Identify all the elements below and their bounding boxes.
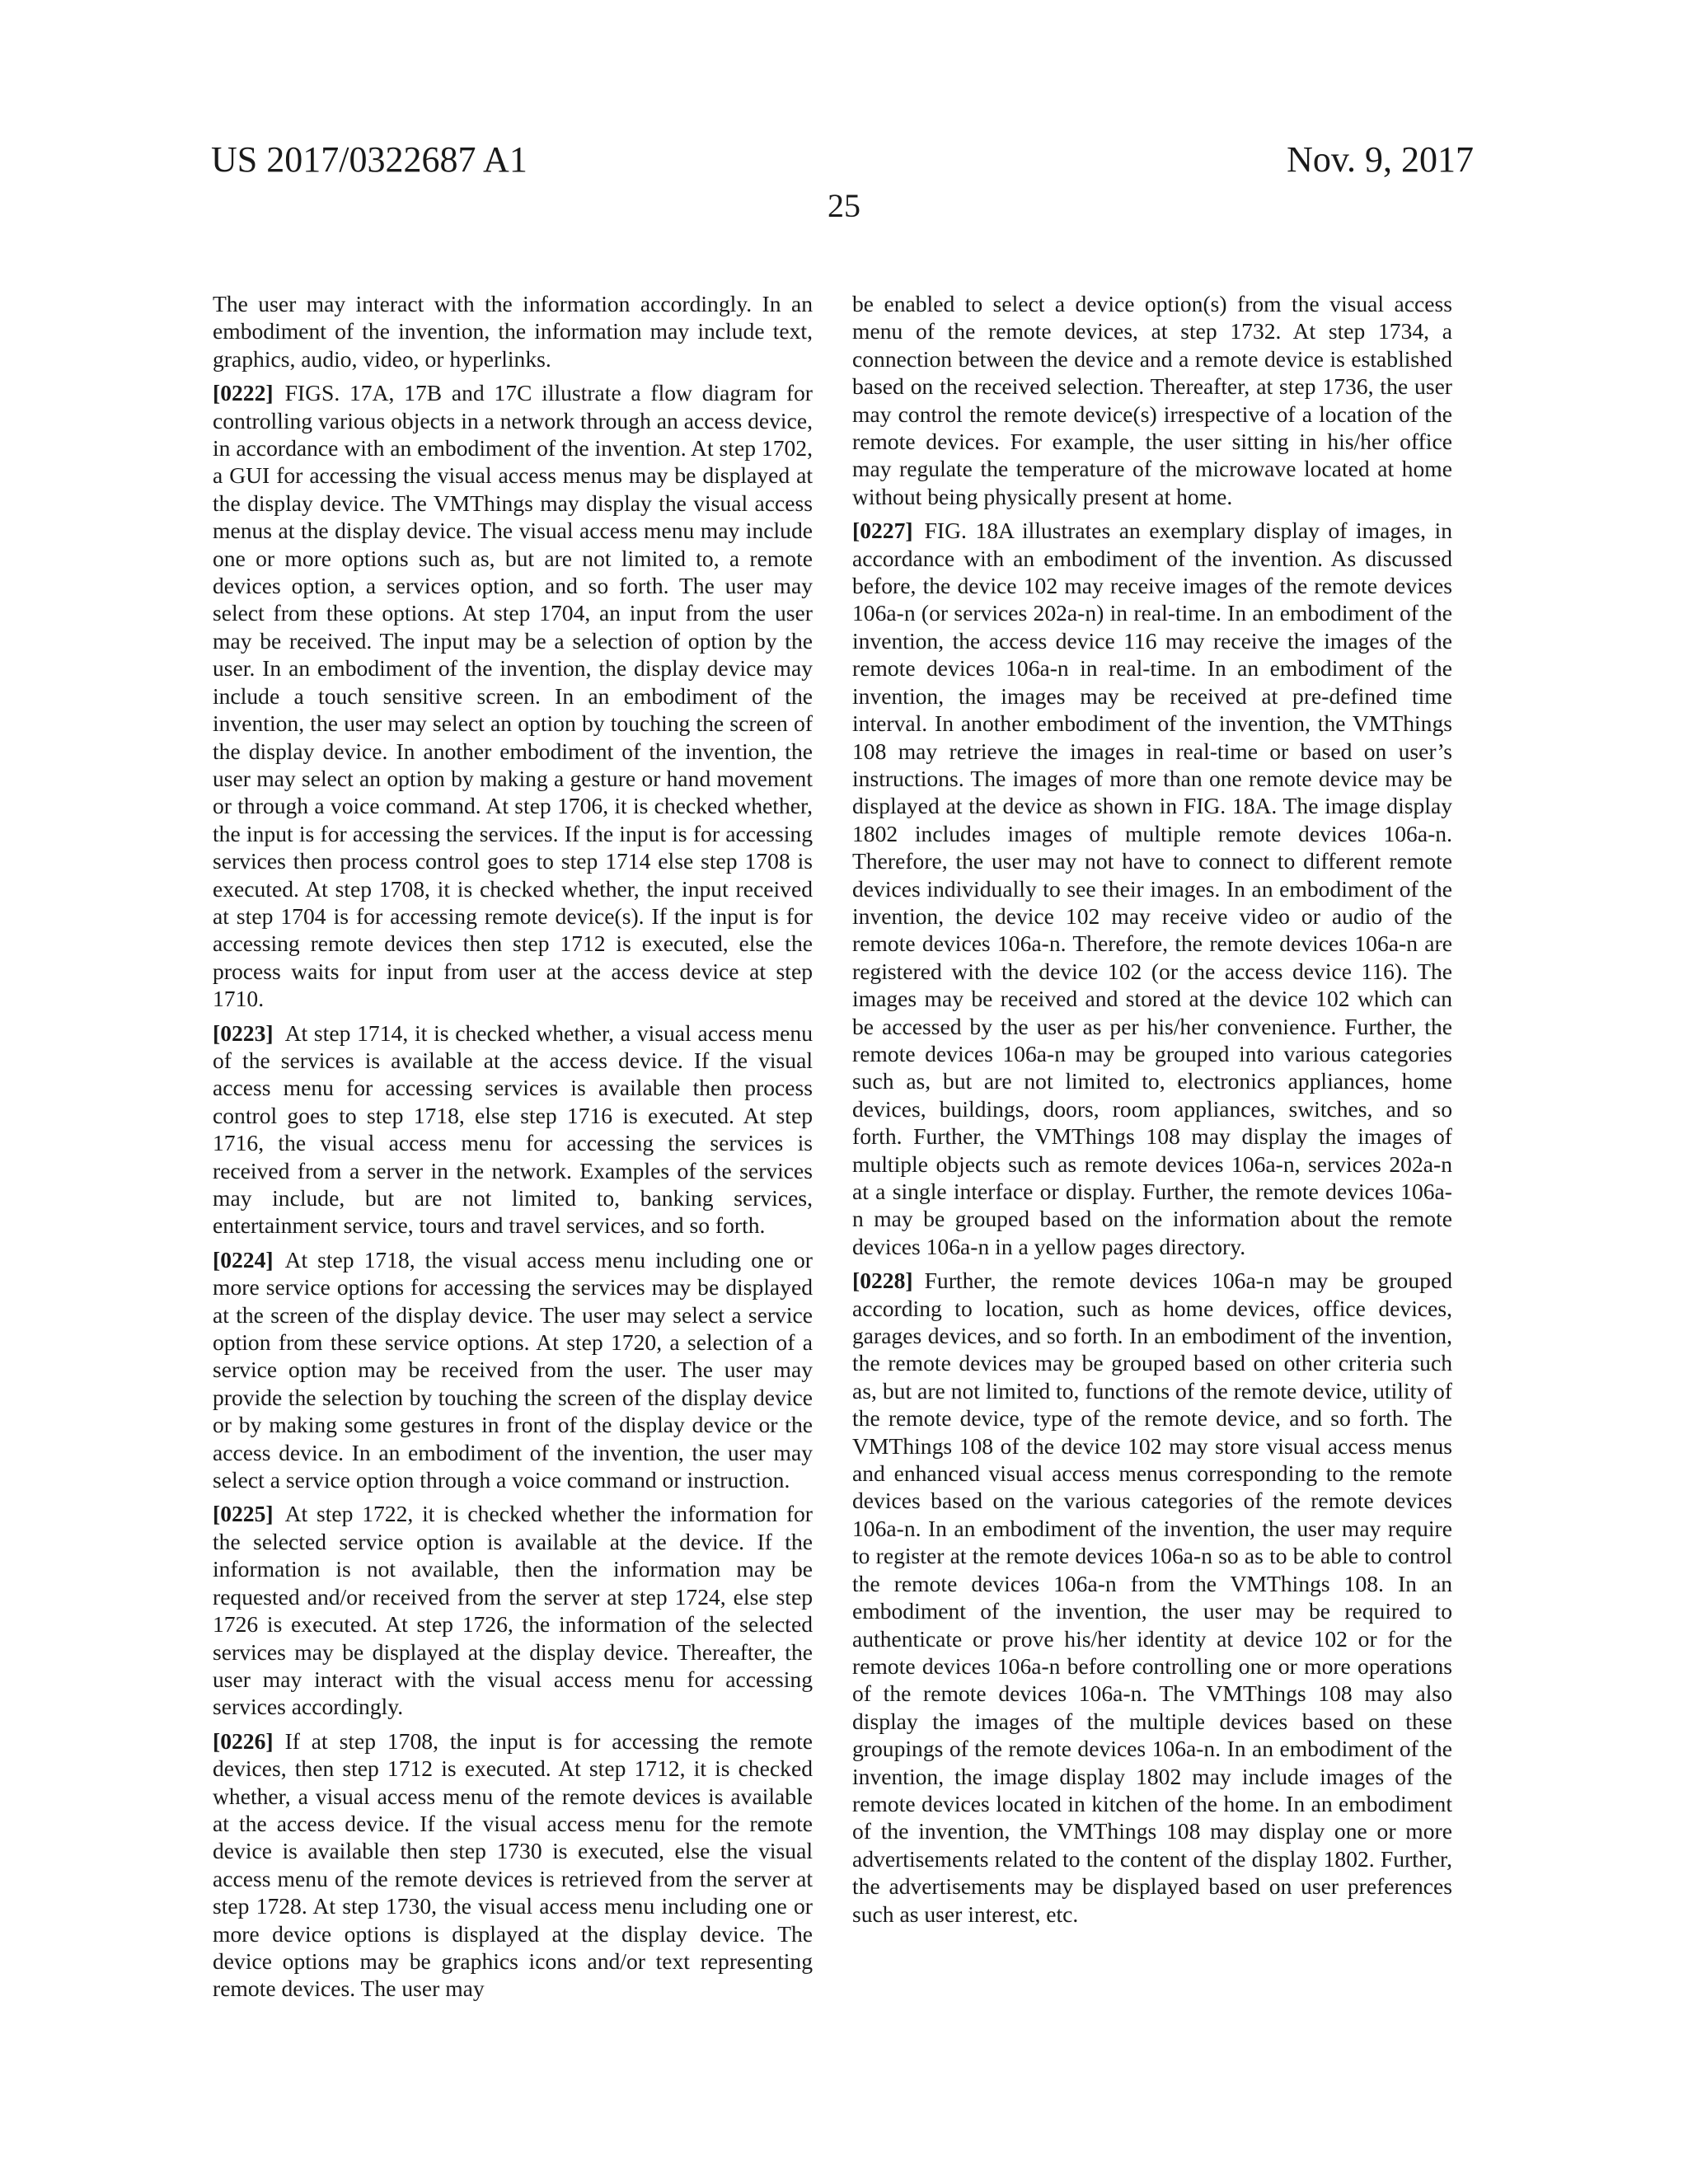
paragraph-number: [0224] [213, 1246, 274, 1272]
paragraph-number: [0222] [213, 380, 274, 406]
paragraph-0226 [213, 1727, 813, 2003]
paragraph-0228 [852, 1267, 1452, 1928]
publication-date: Nov. 9, 2017 [1287, 139, 1474, 180]
paragraph-text: FIGS. 17A, 17B and 17C illustrate a flow diagram for controlling various objects in a network through an access device, in accordance with an embodiment of the invention. At step 1702, a GUI for accessing the visual access menus may be displayed at the display device. The VMThings may display the visual access menus at the display device. The visual access menu may include one or more options such as, but are not limited to, a remote devices option, a services option, and so forth. The user may select from these options. At step 1704, an input from the user may be received. The input may be a selection of option by the user. In an embodiment of the invention, the display device may include a touch sensitive screen. In an embodiment of the invention, the user may select an option by touching the screen of the display device. In another embodiment of the invention, the user may select an option by making a gesture or hand movement or through a voice command. At step 1706, it is checked whether, the input is for accessing the services. If the input is for accessing services then process control goes to step 1714 else step 1708 is executed. At step 1708, it is checked whether, the input received at step 1704 is for accessing remote device(s). If the input is for accessing remote devices then step 1712 is executed, else the process waits for input from user at the access device at step 1710. [213, 380, 813, 1012]
paragraph-text: FIG. 18A illustrates an exemplary display of images, in accordance with an embodiment of the invention. As discussed before, the device 102 may receive images of the remote devices 106a-n (or services 202a-n) in real-time. In an embodiment of the invention, the access device 116 may receive the images of the remote devices 106a-n in real-time. In an embodiment of the invention, the images may be received at pre-defined time interval. In another embodiment of the invention, the VMThings 108 may retrieve the images in real-time or based on user’s instructions. The images of more than one remote device may be displayed at the device as shown in FIG. 18A. The image display 1802 includes images of multiple remote devices 106a-n. Therefore, the user may not have to connect to different remote devices individually to see their images. In an embodiment of the invention, the device 102 may receive video or audio of the remote devices 106a-n. Therefore, the remote devices 106a-n are registered with the device 102 (or the access device 116). The images may be received and stored at the device 102 which can be accessed by the user as per his/her convenience. Further, the remote devices 106a-n may be grouped into various categories such as, but are not limited to, electronics appliances, home devices, buildings, doors, room appliances, switches, and so forth. Further, the VMThings 108 may display the images of multiple objects such as remote devices 106a-n, services 202a-n at a single interface or display. Further, the remote devices 106a-n may be grouped based on the information about the remote devices 106a-n in a yellow pages directory. [852, 518, 1452, 1259]
paragraph-0225 [213, 1500, 813, 1720]
paragraph-number: [0223] [213, 1019, 274, 1046]
paragraph-text: At step 1722, it is checked whether the information for the selected service option is available at the device. If the information is not available, then the information may be requested and/or received from the server at step 1724, else step 1726 is executed. At step 1726, the information of the selected services may be displayed at the display device. Thereafter, the user may interact with the visual access menu for accessing services accordingly. [213, 1501, 813, 1720]
publication-number: US 2017/0322687 A1 [211, 139, 528, 180]
paragraph-text: Further, the remote devices 106a-n may be grouped according to location, such as home devices, office devices, garages devices, and so forth. In an embodiment of the invention, the remote devices may be grouped based on other criteria such as, but are not limited to, functions of the remote device, utility of the remote device, type of the remote device, and so forth. The VMThings 108 of the device 102 may store visual access menus and enhanced visual access menus corresponding to the remote devices based on the various categories of the remote devices 106a-n. In an embodiment of the invention, the user may require to register at the remote devices 106a-n so as to be able to control the remote devices 106a-n from the VMThings 108. In an embodiment of the invention, the user may be required to authenticate or prove his/her identity at device 102 or for the remote devices 106a-n before controlling one or more operations of the remote devices 106a-n. The VMThings 108 may also display the images of the multiple devices based on these groupings of the remote devices 106a-n. In an embodiment of the invention, the image display 1802 may include images of the remote devices located in kitchen of the home. In an embodiment of the invention, the VMThings 108 may display one or more advertisements related to the content of the display 1802. Further, the advertisements may be displayed based on user preferences such as user interest, etc. [852, 1268, 1452, 1927]
paragraph-text: At step 1714, it is checked whether, a visual access menu of the services is available at the access device. If the visual access menu for accessing services is available then process control goes to step 1718, else step 1716 is executed. At step 1716, the visual access menu for accessing the services is received from a server in the network. Examples of the services may include, but are not limited to, banking services, entertainment service, tours and travel services, and so forth. [213, 1019, 813, 1239]
page-number: 25 [828, 187, 860, 224]
paragraph-number: [0227] [852, 518, 913, 544]
paragraph-number: [0226] [213, 1727, 274, 1754]
paragraph-number: [0228] [852, 1268, 913, 1294]
left-column [213, 290, 813, 2009]
paragraph-0223 [213, 1019, 813, 1240]
paragraph-text: At step 1718, the visual access menu including one or more service options for accessing the services may be displayed at the screen of the display device. The user may select a service option from these service options. At step 1720, a selection of a service option may be received from the user. The user may provide the selection by touching the screen of the display device or by making some gestures in front of the display device or the access device. In an embodiment of the invention, the user may select a service option through a voice command or instruction. [213, 1246, 813, 1493]
paragraph-0224 [213, 1246, 813, 1494]
paragraph-0222 [213, 379, 813, 1012]
right-continuation-text: be enabled to select a device option(s) from the visual access menu of the remote devices, at step 1732. At step 1734, a connection between the device and a remote device is established based on the received selection. Thereafter, at step 1736, the user may control the remote device(s) irrespective of a location of the remote devices. For example, the user sitting in his/her office may regulate the temperature of the microwave located at home without being physically present at home. [852, 291, 1452, 509]
left-continuation-text: The user may interact with the information accordingly. In an embodiment of the invention, the information may include text, graphics, audio, video, or hyperlinks. [213, 291, 813, 372]
right-column [852, 290, 1452, 1934]
paragraph-text: If at step 1708, the input is for accessing the remote devices, then step 1712 is executed. At step 1712, it is checked whether, a visual access menu of the remote devices is available at the access device. If the visual access menu for the remote device is available then step 1730 is executed, else the visual access menu of the remote devices is retrieved from the server at step 1728. At step 1730, the visual access menu including one or more device options is displayed at the display device. The device options may be graphics icons and/or text representing remote devices. The user may [213, 1727, 813, 2002]
paragraph-0227 [852, 517, 1452, 1260]
paragraph-number: [0225] [213, 1501, 274, 1527]
